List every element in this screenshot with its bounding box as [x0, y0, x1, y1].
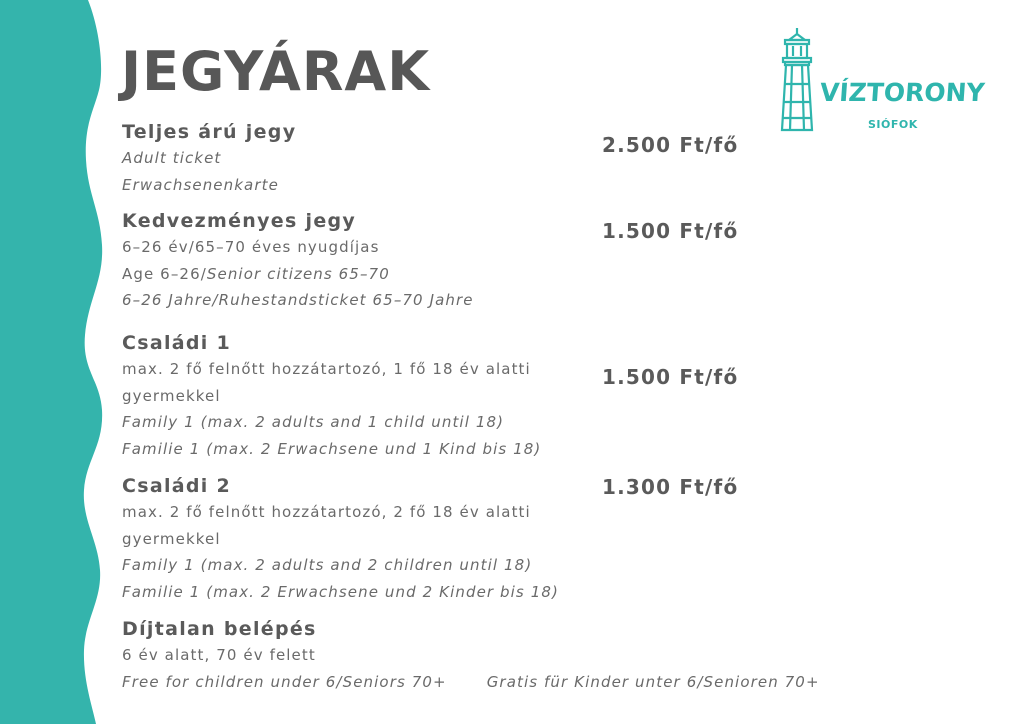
- ticket-price: 1.500 Ft/fő: [602, 219, 739, 243]
- ticket-family-2: [122, 473, 559, 605]
- decorative-wave-border: [0, 0, 110, 724]
- page-title: JEGYÁRAK: [121, 40, 431, 103]
- ticket-title: Teljes árú jegy: [122, 121, 297, 143]
- ticket-title: Családi 1: [122, 332, 232, 354]
- ticket-desc: 6–26 Jahre/Ruhestandsticket 65–70 Jahre: [122, 291, 474, 309]
- ticket-title: Kedvezményes jegy: [122, 210, 357, 232]
- water-tower-icon: [777, 26, 817, 134]
- ticket-desc: Erwachsenenkarte: [122, 175, 279, 194]
- ticket-desc: Familie 1 (max. 2 Erwachsene und 2 Kinder bis 18): [122, 582, 559, 601]
- ticket-desc: Familie 1 (max. 2 Erwachsene und 1 Kind bis 18): [122, 439, 542, 458]
- ticket-desc: max. 2 fő felnőtt hozzátartozó, 2 fő 18 év alatti: [122, 503, 531, 521]
- ticket-price: 1.300 Ft/fő: [602, 475, 739, 499]
- ticket-family-1: [122, 330, 541, 462]
- ticket-desc: Adult ticket: [122, 149, 222, 167]
- ticket-price: 2.500 Ft/fő: [602, 133, 739, 157]
- ticket-desc-prefix: Age 6–26/: [122, 264, 207, 283]
- ticket-desc-italic: Senior citizens 65–70: [206, 264, 390, 283]
- ticket-reduced: [122, 208, 474, 314]
- ticket-desc: max. 2 fő felnőtt hozzátartozó, 1 fő 18 év alatti: [122, 360, 531, 378]
- ticket-desc: gyermekkel: [122, 529, 221, 548]
- ticket-desc-en: Free for children under 6/Seniors 70+: [122, 672, 447, 691]
- ticket-desc: Family 1 (max. 2 adults and 2 children until 18): [122, 556, 533, 574]
- ticket-desc: [122, 261, 474, 288]
- ticket-desc: 6 év alatt, 70 év felett: [122, 646, 316, 664]
- ticket-price: 1.500 Ft/fő: [602, 365, 739, 389]
- logo-name: VÍZTORONY: [818, 78, 986, 107]
- ticket-desc: Family 1 (max. 2 adults and 1 child until 18): [122, 413, 505, 431]
- viztorony-logo: [772, 26, 992, 136]
- ticket-title: Díjtalan belépés: [122, 618, 317, 640]
- ticket-desc: 6–26 év/65–70 éves nyugdíjas: [122, 238, 380, 256]
- ticket-adult: [122, 119, 296, 198]
- ticket-desc: gyermekkel: [122, 386, 221, 405]
- ticket-desc-de: Gratis für Kinder unter 6/Senioren 70+: [486, 672, 820, 691]
- free-entry: [122, 616, 820, 695]
- logo-subtitle: SIÓFOK: [868, 118, 918, 131]
- ticket-title: Családi 2: [122, 475, 232, 497]
